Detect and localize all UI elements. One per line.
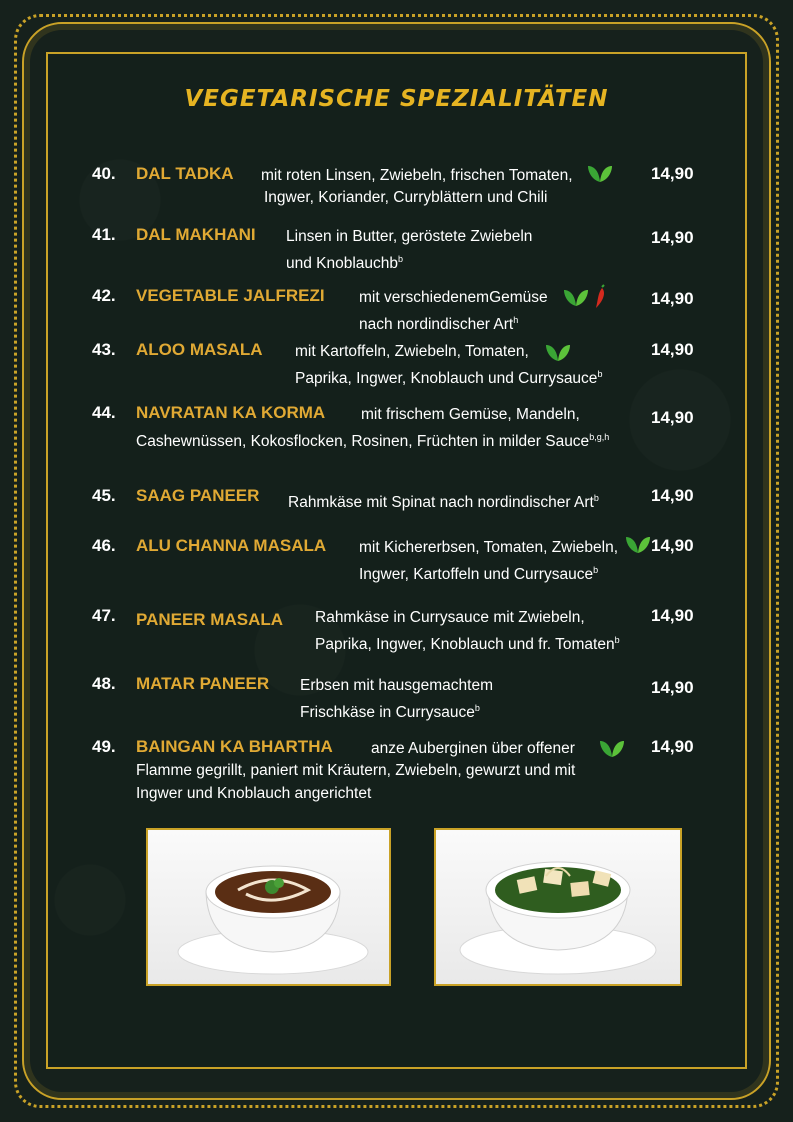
item-name: VEGETABLE JALFREZI [136,286,325,305]
item-number: 42. [92,286,116,305]
item-description: Rahmkäse mit Spinat nach nordindischer Art$^b$ [288,493,599,512]
item-name: DAL TADKA [136,164,234,183]
item-description: mit verschiedenemGemüse [359,289,548,306]
item-description: mit Kartoffeln, Zwiebeln, Tomaten, [295,343,529,360]
item-price: 14,90 [651,486,694,505]
item-price: 14,90 [651,606,694,625]
item-description-line2: Ingwer, Koriander, Curryblättern und Chili [264,189,548,206]
leaf-icon [544,341,572,363]
item-description: Rahmkäse in Currysauce mit Zwiebeln, [315,609,585,626]
item-name: ALOO MASALA [136,340,263,359]
item-number: 45. [92,486,116,505]
item-price: 14,90 [651,408,694,427]
item-description-line2: Frischkäse in Currysauce$^b$ [300,703,480,722]
item-number: 44. [92,403,116,422]
leaf-icon [586,162,614,184]
item-price: 14,90 [651,737,694,756]
item-description-line2: Ingwer, Kartoffeln und Currysauce$^b$ [359,565,599,584]
item-price: 14,90 [651,536,694,555]
item-description-line2: Flamme gegrillt, paniert mit Kräutern, Zwiebeln, gewurzt und mit [136,762,576,779]
item-description: mit roten Linsen, Zwiebeln, frischen Tomaten, [261,167,573,184]
leaf-icon [624,533,652,555]
leaf-icon [562,286,590,308]
item-price: 14,90 [651,340,694,359]
item-number: 40. [92,164,116,183]
item-price: 14,90 [651,164,694,183]
item-description: Erbsen mit hausgemachtem [300,677,493,694]
item-price: 14,90 [651,289,694,308]
saag-paneer-photo [434,828,682,986]
item-number: 48. [92,674,116,693]
item-name: ALU CHANNA MASALA [136,536,327,555]
item-name: BAINGAN KA BHARTHA [136,737,333,756]
item-description-line2: nach nordindischer Art$^h$ [359,315,519,334]
leaf-icon [598,737,626,759]
item-name: DAL MAKHANI [136,225,256,244]
item-number: 43. [92,340,116,359]
item-description-line2: und Knoblauchb$^b$ [286,254,404,273]
item-description: mit Kichererbsen, Tomaten, Zwiebeln, [359,539,619,556]
item-description: mit frischem Gemüse, Mandeln, [361,406,580,423]
item-description: anze Auberginen über offener [371,740,575,757]
item-description: Linsen in Butter, geröstete Zwiebeln [286,228,533,245]
item-name: MATAR PANEER [136,674,270,693]
item-description-line3: Ingwer und Knoblauch angerichtet [136,785,372,802]
item-price: 14,90 [651,228,694,247]
item-description-line2: Paprika, Ingwer, Knoblauch und Currysauce$^b$ [295,369,603,388]
chili-icon [592,284,608,310]
item-description-line2: Cashewnüssen, Kokosflocken, Rosinen, Früchten in milder Sauce$^{b,g,h}$ [136,432,610,451]
page-title: VEGETARISCHE SPEZIALITÄTEN [184,86,609,112]
item-price: 14,90 [651,678,694,697]
item-number: 47. [92,606,116,625]
item-description-line2: Paprika, Ingwer, Knoblauch und fr. Tomaten$^b$ [315,635,620,654]
item-name: NAVRATAN KA KORMA [136,403,326,422]
item-number: 46. [92,536,116,555]
item-number: 41. [92,225,116,244]
item-name: SAAG PANEER [136,486,260,505]
item-name: PANEER MASALA [136,610,284,629]
item-number: 49. [92,737,116,756]
dal-makhani-photo [146,828,391,986]
